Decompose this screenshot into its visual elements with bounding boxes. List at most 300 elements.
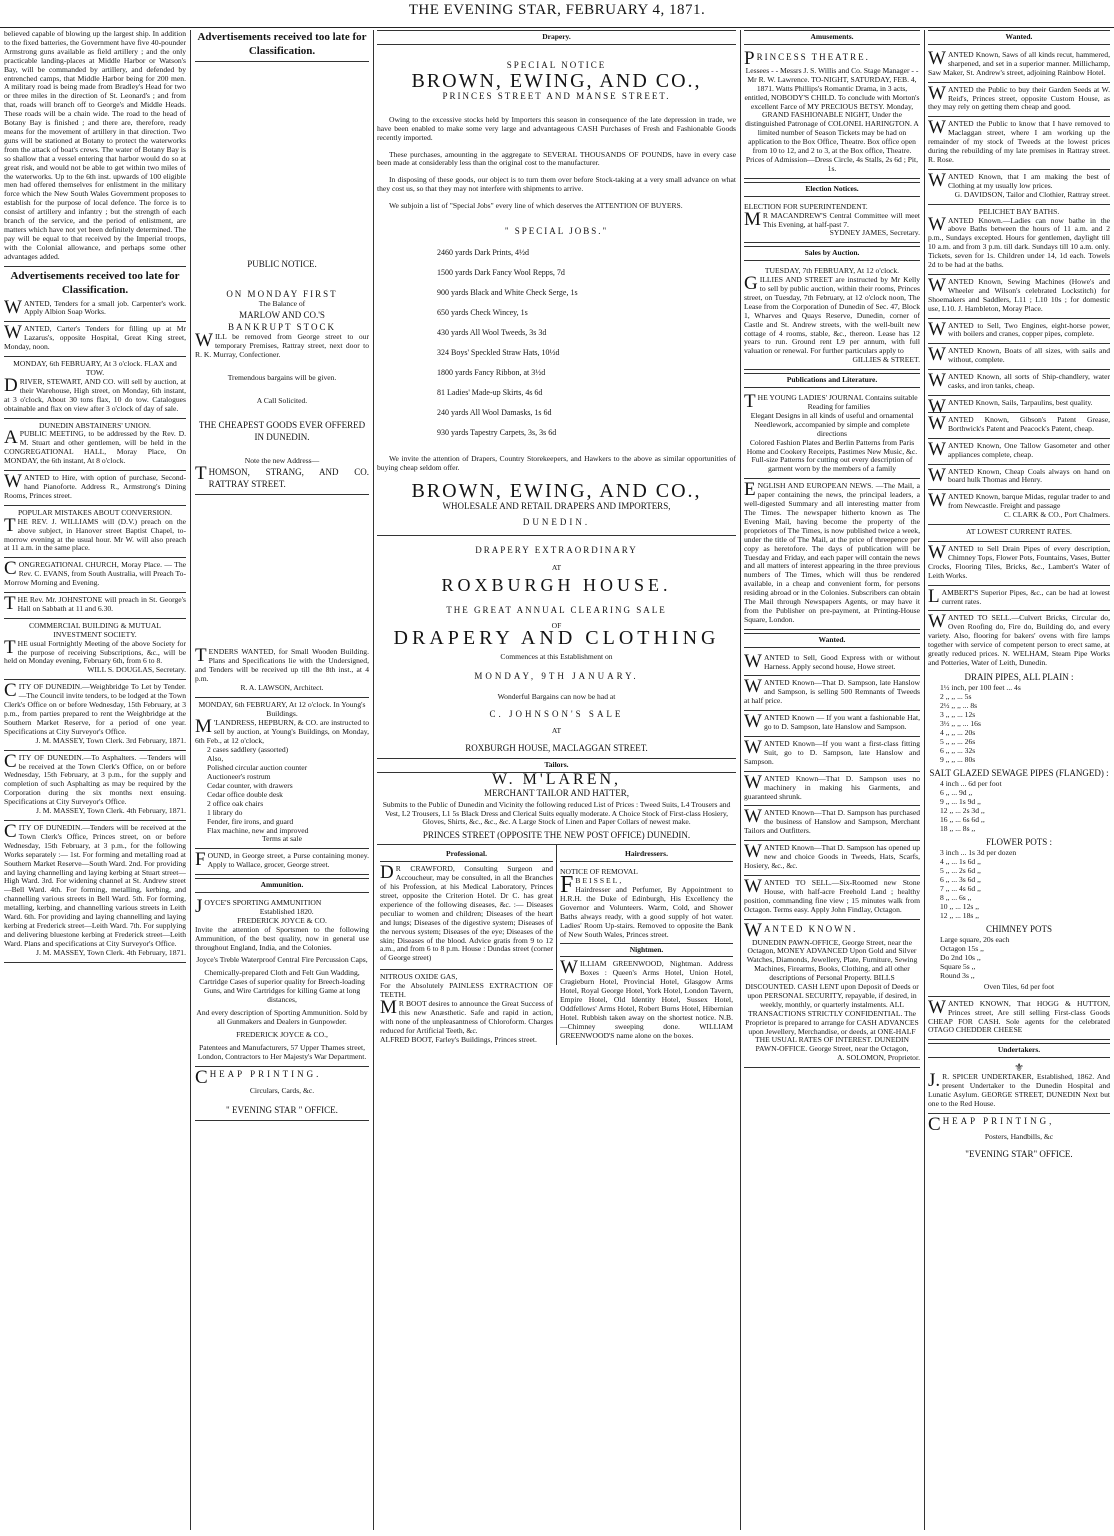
ad-text [744,711,920,733]
blank-space [195,65,369,255]
section-header: Advertisements received too late for Classification. [4,266,186,297]
ad-signature: A. SOLOMON, Proprietor. [837,1053,920,1063]
ad-text [4,558,186,588]
section-header: Election Notices. [744,182,920,197]
drop-cap: W [928,274,946,296]
culvert-ad [928,611,1110,996]
ad-body: ANTED the Public to buy their Garden Seeds at W. Reid's, Princes street, opposite Custom House, as they may rely on getting them cheap and good. [928,84,1110,112]
ad-body: ANTED to Sell, Two Engines, eight-horse power, with boilers and cranes, copper pipes, complete. [947,320,1110,339]
price-row: Large square, 20s each [940,934,1010,944]
ad-line: A Call Solicited. [256,395,308,405]
job-item: 240 yards All Wool Damasks, 1s 6d [437,408,552,418]
election-ad [744,200,920,244]
journal-item: Elegant Designs in all kinds of useful and ornamental Needlework, accompanied by simple and complete directions [750,410,914,438]
section-header: Sales by Auction. [744,246,920,261]
ad-name: BEISSEL, [575,876,624,886]
auction-item: 2 office oak chairs [207,799,264,809]
price-row: 18 ,, ... 8s ,, [940,823,976,833]
ad-line: ON MONDAY FIRST [226,289,338,299]
drop-cap: W [4,296,22,318]
ad-line: And every description of Sporting Ammunition. Sold by all Gunmakers and Dealers in Gunpowder. [196,1008,368,1026]
auction-item: Flax machine, new and improved [207,826,309,836]
tenders-ad [195,645,369,698]
price-list [928,935,1110,980]
ad-line: Established 1820. [259,906,314,916]
drop-cap: W [195,329,213,351]
ad-text [744,806,920,836]
ad-body: ANTED TO SELL.—Six-Roomed new Stone House, with half-acre Freehold Land ; healthy position, commanding fine view ; 15 minutes walk from Octagon. Terms easy. Apply John Findlay, Octagon. [744,877,920,914]
price-row: 4 ,, ... 1s 6d ,, [940,856,981,866]
classified-ad [4,619,186,680]
ad-line: PRINCES STREET (OPPOSITE THE NEW POST OFFICE) DUNEDIN. [422,830,691,841]
job-item: 1500 yards Dark Fancy Wool Repps, 7d [437,268,565,278]
drop-cap: C [4,750,17,772]
drop-cap: P [744,47,755,69]
ad-body: ANTED Known, Sewing Machines (Howe's and Wheeler and Wilson's celebrated Lockstitch) for Shoemakers and Saddlers, L11 ; L10 10s ; for domestic use, L10. J. Hambleton, Moray Place. [928,276,1110,313]
auction-item: 2 cases saddlery (assorted) [207,745,289,755]
ad-body: ITY OF DUNEDIN.—To Asphalters. —Tenders will be received at the Town Clerk's Office, on or before Wednesday, 15th February, at 3 p.m., for the supply and completion of such Asphalting as may be required by the Corporation during the six months next ensuing. Specifications at City Surveyor's Office. [4,752,186,807]
ad-body: ILLIAM GREENWOOD, Nightman. Address Boxes : Queen's Arms Hotel, Union Hotel, Cragieburn Hotel, Provincial Hotel, Glasgow Arms Hotel, Royal George Hotel, York Hotel, London Tavern, Empire Hotel, Old Identity Hotel, Sussex Hotel, Oddfellows' Arms Hotel, Robert Burns Hotel, Hibernian Hotel. Rubbish taken away on the shortest notice. N.B.—Chimney sweeping done. WILLIAM GREENWOOD'S name alone on the boxes. [560,959,733,1040]
ad-body: ANTED to Sell, Good Express with or without Harness. Apply second house, Howe street. [763,652,920,671]
ad-signature: C. CLARK & CO., Port Chalmers. [1003,510,1110,520]
ad-text [928,370,1110,392]
ad-line: Commences at this Establishment on [500,652,613,662]
section-header: Nightmen. [560,943,733,958]
ad-heading: POPULAR MISTAKES ABOUT CONVERSION. [17,507,173,517]
roxburgh-ad [377,535,736,754]
ad-signature: J. M. MASSEY, Town Clerk. 4th February, 1871. [36,806,186,816]
ad-text [928,274,1110,314]
ad-heading: DUNEDIN ABSTAINERS' UNION. [39,420,151,430]
ad-text [744,771,920,802]
classified-ad [928,117,1110,170]
drop-cap: W [744,875,762,897]
ad-signature: SYDNEY JAMES, Secretary. [829,228,920,238]
ad-body: ITY OF DUNEDIN.—Weighbridge To Let by Tender.—The Council invite tenders, to be lodged at the Town Clerk's Office on or before Wednesday, 15th February, at 3 p.m., from parties prepared to rent the Weighbridge at the Southern Market Reserve, for a period of one year. Specifications at City Surveyor's Office. [4,682,186,736]
column-1 [4,30,186,1530]
price-row: 5 ,, ... 2s 6d ,, [940,865,981,875]
price-row: 6 ,, ,, ... 32s [940,745,976,755]
classified-ad [928,275,1110,319]
ad-title: HEAP PRINTING. [209,1068,322,1079]
rates-title: AT LOWEST CURRENT RATES. [928,525,1110,542]
classified-ad [4,680,186,750]
ad-body: ANTED Known—That D. Sampson, late Hanslow and Sampson, is selling 500 Remnants of Tweeds at half price. [744,678,920,706]
classified-ad [928,396,1110,417]
ad-when: TUESDAY, 7th FEBRUARY, At 12 o'clock. [764,266,900,276]
ad-text [744,841,920,871]
ad-text [928,82,1110,113]
ad-body: ANTED Known, Sails, Tarpaulins, best quality. [947,398,1093,407]
ad-heading: COMMERCIAL BUILDING & MUTUAL INVESTMENT SOCIETY. [29,620,161,639]
ad-text [4,750,186,807]
classified-ad [4,357,186,418]
classified-ad [928,344,1110,370]
ad-text [928,396,1110,417]
ad-title: HEAP PRINTING, [942,1115,1055,1126]
section-header: Ammunition. [195,878,369,893]
ad-body: ANTED Known — If you want a fashionable Hat, go to D. Sampson, late Hanslow and Sampson. [763,713,920,732]
ad-text [928,169,1110,191]
ad-title: RINCESS THEATRE. [756,51,870,62]
drop-cap: A [4,427,18,449]
classified-ad [4,821,186,963]
ad-text [4,427,186,466]
classified-ad [928,490,1110,525]
drop-cap: W [744,806,762,828]
column-3-drapery [377,30,736,1530]
ad-text [928,438,1110,460]
auction-item: 1 library do [207,808,243,818]
ad-line: MARLOW AND CO.'S [239,309,325,320]
classified-ad [4,506,186,559]
classified-ad [928,170,1110,205]
drop-cap: C [4,820,17,842]
paragraph: Owing to the excessive stocks held by Importers this season in consequence of the late depression in trade, we have been enabled to make some very large and advantageous CASH Purchases of Fresh and Fashionable Goods recently imported. [377,114,736,142]
ad-title: ELECTION FOR SUPERINTENDENT. [744,201,868,211]
classified-ad [4,751,186,821]
auction-item: Cedar counter, with drawers [207,781,293,791]
drop-cap: W [744,711,762,733]
ad-line: MERCHANT TAILOR AND HATTER, [484,787,629,798]
classified-ad [744,876,920,920]
theatre-ad [744,48,920,179]
ad-title: W. M'LAREN, [491,770,622,788]
ad-text [4,296,186,318]
drop-cap: G [744,273,758,295]
lambert-ad [928,586,1110,612]
paragraph: These purchases, amounting in the aggregate to SEVERAL THOUSANDS OF POUNDS, have in every case been made at considerably less than the original cost to the manufacturer. [377,149,736,168]
ad-body: ANTED Known—That D. Sampson uses no machinery in making his Garments, and guaranteed shrunk. [744,773,920,801]
drop-cap: C [928,1113,941,1135]
ad-body: 'LANDRESS, HEPBURN, & CO. are instructed to sell by auction, at Young's Buildings, on Monday, 6th Feb., at 12 o'clock, [195,717,369,745]
job-item: 930 yards Tapestry Carpets, 3s, 3s 6d [437,428,557,438]
price-row: 3 inch ... 1s 3d per dozen [940,847,1017,857]
ad-title: HE YOUNG LADIES' JOURNAL Contains suitable [757,393,918,403]
journal-item: Home and Cookery Receipts, Pastimes New Music, &c. [746,446,918,456]
ad-body: R BOOT desires to announce the Great Success of this new Anæsthetic. Safe and rapid in action, with none of the unpleasantness of Chloroform. Charges reduced for Artificial Teeth, &c. [380,998,553,1035]
undertaker-ad [928,1061,1110,1114]
drop-cap: F [560,872,574,899]
classified-ad [744,772,920,807]
ad-heading: MONDAY, 6th FEBRUARY, At 3 o'clock. FLAX and TOW. [13,359,177,377]
printing-ad [195,1067,369,1122]
ad-text [928,344,1110,366]
ad-body: ANTED KNOWN, That HOGG & HUTTON, Princes street, Are still selling First-class Goods CHEAP FOR CASH. Sole agents for the celebrated OTAGO CHEDDER CHEESE [928,998,1110,1035]
ad-body: R. SPICER UNDERTAKER, Established, 1862. And present Undertaker to the Dunedin Hospital and Lunatic Asylum. GEORGE STREET, DUNEDIN Next but one to the Red House. [928,1072,1110,1108]
price-row: 5 ,, ,, ... 26s [940,736,976,746]
special-notice: SPECIAL NOTICE [506,59,607,70]
ad-body: Submits to the Public of Dunedin and Vicinity the following reduced List of Prices : Tweed Suits, L4 Trousers and Vest, L2 Trousers, L1 5s Black Dress and Clerical Suits equally moderate. A Choice Stock of First-class Hosiery, Gloves, Shirts, &c., &c., &c. A Large Stock of Linen and Paper Collars of newest make. [382,799,731,827]
drop-cap: W [928,396,946,417]
ad-line: Circulars, Cards, &c. [249,1086,315,1096]
ad-text [4,820,186,949]
firm-name: BROWN, EWING, AND CO., [411,479,702,502]
small-ads-row [377,844,736,1044]
paragraph: We subjoin a list of "Special Jobs" every line of which deserves the ATTENTION OF BUYERS. [389,201,683,211]
ad-text [4,593,186,615]
job-item: 324 Boys' Speckled Straw Hats, 10½d [437,348,560,358]
ad-line: DRAPERY AND CLOTHING [393,627,720,650]
price-row: Round 3s ,, [940,970,975,980]
classified-list [4,297,186,963]
wanted-list [744,651,920,920]
price-row: 9 ,, ,, ... 80s [940,754,976,764]
ad-body: ANTED Known, Saws of all kinds recut, hammered, sharpened, and set in a superior manner. Millichamp, Saw Maker, St. Andrew's street, adjoining Rainbow Hotel. [928,49,1110,77]
price-row: Octagon 15s ,, [940,943,984,953]
ad-text [744,676,920,706]
journal-item: Colored Fashion Plates and Berlin Patterns from Paris [749,437,915,447]
ad-text [744,737,920,767]
ad-line: OF [551,620,562,630]
job-item: 1800 yards Fancy Ribbon, at 3½d [437,368,546,378]
ad-line: BANKRUPT STOCK [228,321,336,332]
ad-line: For the Absolutely PAINLESS EXTRACTION OF TEETH. [380,981,553,1000]
column-divider [190,30,191,1530]
column-5 [928,30,1110,1530]
ad-body: ANTED Known, barque Midas, regular trader to and from Newcastle. Freight and passage [947,492,1110,511]
ad-body: Invite the attention of Sportsmen to the following Ammunition, of the best quality, now in general use throughout England, India, and the Colonies. [195,924,369,952]
drop-cap: W [928,47,946,69]
price-list-title: SALT GLAZED SEWAGE PIPES (FLANGED) : [929,767,1109,778]
hogg-hutton-ad [928,997,1110,1041]
price-row: 4 inch ... 6d per foot [940,778,1002,788]
job-item: 430 yards All Wool Tweeds, 3s 3d [437,328,547,338]
drop-cap: J [195,896,203,918]
column-2 [195,30,369,1530]
classified-ad [928,439,1110,465]
price-row: 10 ,, ... 12s ,, [940,901,980,911]
classified-ad [744,676,920,711]
ad-body: ILLIES AND STREET are instructed by Mr Kelly to sell by public auction, within their rooms, Princes street, on Tuesday, 7th February, at 12 o'clock noon, The Lease from the Corporation of Dunedin of Sec. 47, Block 1, Wharves and Quays Reserve, Dunedin, corner of Castle and St. Andrew streets, with the well-built new cottage of 4 rooms, stable, &c., thereon. Lease has 12 years to run. Ground rent L9 per annum, with full valuation or renewal. For further particulars apply to [744,275,920,356]
price-row: 3 ,, ,, ... 12s [940,709,976,719]
hairdressers-column [556,845,736,1044]
ad-body: ILL be removed from George street to our temporary Premises, Rattray street, next door to R. K. Murray, Confectioner. [195,331,369,359]
price-row: 12 ,, ... 2s 3d ,, [940,805,985,815]
ad-text [4,322,186,352]
professional-column [377,845,556,1044]
column-4 [744,30,920,1530]
drop-cap: D [4,374,18,396]
drop-cap: W [744,841,762,863]
ad-body: ANTED TO SELL.—Culvert Bricks, Circular do, Oven Roofing do, Fire do, Building do, and every variety. Also, flooring for bakers' ovens with fire lamps together with service of competent person to erect same, at greatly reduced prices. N. WELHAM, Steam Pipe Works and Potteries, Water of Leith, Dunedin. [928,613,1110,667]
ad-line: Joyce's Treble Waterproof Central Fire Percussion Caps, [196,955,368,965]
price-row: 8 ,, ... 6s ,, [940,892,972,902]
ad-body: OUND, in George street, a Purse containing money. Apply to Wallace, grocer, George street. [207,851,369,870]
drop-cap: W [928,344,946,366]
ad-body: HE Rev. Mr. JOHNSTONE will preach in St. George's Hall on Sabbath at 11 and 6.30. [17,595,186,613]
section-header: Professional. [380,848,553,862]
ad-text [4,680,186,736]
classified-ad [928,465,1110,491]
crest-icon: ⚜ [1014,1062,1024,1075]
drop-cap: W [744,771,762,793]
ad-body: DUNEDIN PAWN-OFFICE, George Street, near the Octagon, MONEY ADVANCED Upon Gold and Silver Watches, Diamonds, Jewellery, Plate, Furniture, Sewing Machines, Firearms, Books, Clothing, and all other descriptions of Personal Property. BILLS DISCOUNTED. CASH LENT upon Deposit of Deeds or upon PERSONAL SECURITY, repayable, if desired, in weekly, monthly, or quarterly instalments. ALL TRANSACTIONS STRICTLY CONFIDENTIAL. The Proprietor is prepared to arrange for CASH ADVANCES upon Jewellery, Merchandise, or deeds, at ONE-HALF THE USUAL RATES OF INTEREST. DUNEDIN PAWN-OFFICE. George Street, near the Octagon, [745,937,919,1054]
classified-ad [744,711,920,737]
drop-cap: T [4,636,16,658]
drop-cap: W [4,471,22,493]
ad-text [4,374,186,414]
drop-cap: W [928,412,946,434]
ad-line: MONDAY, 9TH JANUARY. [474,671,639,682]
journal-items [744,403,920,474]
drop-cap: W [928,117,946,139]
drop-cap: E [744,479,756,501]
auction-item: Fender, fire irons, and guard [207,817,294,827]
printing-ad [928,1113,1110,1160]
classified-ad [744,806,920,841]
drain-pipes-ad [928,542,1110,586]
ad-line: FREDERICK JOYCE & CO. [237,915,327,925]
section-header: Undertakers. [928,1043,1110,1058]
section-header: Wanted. [744,633,920,648]
price-row: 7 ,, ... 4s 6d ,, [940,883,981,893]
section-header: Amusements. [744,30,920,45]
mail-ad [744,479,920,630]
classified-ad [4,419,186,472]
ad-heading: PELICHET BAY BATHS. [978,206,1060,216]
drop-cap: W [744,737,762,758]
journal-ad [744,391,920,479]
ad-body: R CRAWFORD, Consulting Surgeon and Accoucheur, may be consulted, in all the Branches of his Profession, at his Medical Laboratory, Princes street, opposite the Criterion Hotel. Dr C. has great experience of the following diseases, &c. :— Diseases peculiar to women and children; Diseases of the heart and lungs; Diseases of the digestive system; Diseases of the nervous system; Diseases of the eye; Diseases of the skin; Diseases of the blood. Advice gratis from 9 to 12 a.m., and from 6 to 8 p.m. House : Dundas street (corner of George street) [380,864,553,963]
ad-text [928,412,1110,434]
section-header: Publications and Literature. [744,373,920,388]
classified-ad [4,471,186,506]
ad-body: PUBLIC MEETING, to be addressed by the Rev. D. M. Stuart and other gentlemen, will be held in the CONGREGATIONAL HALL, Moray Place, On MONDAY, the 6th instant, At 8 o'clock. [4,429,186,466]
drop-cap: T [744,391,756,413]
drop-cap: W [744,650,762,672]
drop-cap: D [380,862,394,884]
ad-signature: ALFRED BOOT, Farley's Buildings, Princes street. [380,1034,537,1044]
ad-signature: J. M. MASSEY, Town Clerk. 3rd February, 1871. [35,735,186,745]
drop-cap: W [928,996,946,1018]
classified-ad [928,83,1110,118]
price-row: 2½ ,, ,, ... 8s [940,700,978,710]
ad-body: HE usual Fortnightly Meeting of the above Society for the purpose of receiving Subscriptions, &c., will be held on Monday evening, February 6th, from 6 to 8. [4,638,186,666]
ad-body: ITY OF DUNEDIN.—Tenders will be received at the Town Clerk's Office, Princes street, on or before Wednesday, 15th February, at 3 p.m., for the following Works separately :— 1st. For forming and metalling road at Southern Market Reserve—South Ward. 2nd. For providing and laying channelling and laying kerbing at Stuart street—High Ward. 3rd. For widening channel at St. Andrew street—Bell Ward. 4th. For forming, metalling, kerbing, and channelling various streets in Bell Ward. 5th. For forming, metalling, kerbing, and channelling various streets in Leith Ward. 6th. For providing and laying channelling and laying kerbing at Frederick street—Leith Ward. 7th. For supplying and delivering bluestone kerbing at Frederick street—Leith Ward. Plans and specifications at City Surveyor's Office. [4,822,186,948]
classified-ad [744,651,920,677]
journal-item: Reading for families [807,402,871,411]
ad-line: Wonderful Bargains can now be had at [497,692,616,702]
ad-text [928,490,1110,512]
drop-cap: W [928,464,946,486]
firm-name: BROWN, EWING, AND CO., [411,69,702,92]
drop-cap: W [928,169,946,191]
drop-cap: W [928,370,946,392]
job-item: 900 yards Black and White Check Serge, 1s [437,288,578,298]
drop-cap: W [928,490,946,512]
ad-line: Oven Tiles, 6d per foot [983,981,1055,991]
ad-body: ANTED, Carter's Tenders for filling up at Mr Lazarus's, opposite Hospital, Great King street, Monday, noon. [4,324,186,352]
price-row: 12 ,, ... 18s ,, [940,910,980,920]
drop-cap: W [928,438,946,460]
price-row: 1½ inch, per 100 feet ... 4s [940,682,1021,692]
auction-item: Also, [207,754,224,764]
paragraph: In disposing of these goods, our object is to turn them over before Stock-taking at a very small advance on what they cost us, so that they may not interfere with shipments to arrive. [377,175,736,194]
ad-line: FREDERICK JOYCE & CO., [236,1029,328,1039]
ad-line: Chemically-prepared Cloth and Felt Gun Wadding, Cartridge Cases of superior quality for Breech-loading Guns, and Wire Cartridges for killing Game at long distances, [199,968,365,1005]
price-list [928,779,1110,833]
section-header: Wanted. [928,30,1110,45]
journal-item: Full-size Patterns for cutting out every description of garment worn by the members of a family [751,455,913,474]
wanted-list [928,48,1110,525]
classified-ad [4,322,186,357]
jobs-list [377,243,736,443]
ad-body: ANTED Known, Cheap Coals always on hand on board hulk Thomas and Henry. [947,466,1110,485]
ad-body: ANTED Known—That D. Sampson has purchased the business of Hanslow and Sampson, Merchant Tailors and Outfitters. [744,808,920,836]
drop-cap: T [4,593,16,615]
ad-text [744,875,920,915]
ad-line: Tremendous bargains will be given. [227,372,337,382]
classified-ad [928,413,1110,439]
ad-body: ONGREGATIONAL CHURCH, Moray Place. — The Rev. C. EVANS, from South Australia, will Preach To-Morrow Morning and Evening. [4,560,186,588]
ad-line: Patentees and Manufacturers, 57 Upper Thames street, London, Contractors to Her Majesty's War Department. [197,1042,367,1061]
ad-text [928,47,1110,78]
price-list-title: FLOWER POTS : [985,836,1052,847]
ad-body: ANTED Known, Boats of all sizes, with sails and without, complete. [947,346,1110,365]
price-row: 2 ,, ,, ... 5s [940,691,972,701]
ad-title: NITROUS OXIDE GAS, [380,969,553,982]
classified-ad [4,297,186,323]
auction-items [195,745,369,835]
paragraph: We invite the attention of Drapers, Country Storekeepers, and Hawkers to the above as similar opportunities of buying cheap seldom offer. [377,454,736,472]
ad-body: ANTED the Public to know that I have removed to Maclaggan street, where I am working up the remainder of my stock of Tweeds at the lowest prices during the rebuilding of my late premises in Rattray street. R. Rose. [928,119,1110,164]
drop-cap: M [744,208,761,230]
drop-cap: W [928,213,946,235]
section-header: Tailors. [377,758,736,773]
ad-body: AMBERT'S Superior Pipes, &c., can be had at lowest current rates. [941,587,1110,606]
classified-ad [744,737,920,772]
classified-ad [928,48,1110,83]
ad-line: Note the new Address— [244,456,320,466]
ad-signature: J. M. MASSEY, Town Clerk. 4th February, 1871. [36,947,186,957]
ad-body: R MACANDREW'S Central Committee will meet This Evening, at half-past 7. [762,210,920,229]
auction-item: Polished circular auction counter [207,763,308,773]
drop-cap: F [195,849,206,871]
auction-ad [195,698,369,849]
drop-cap: W [744,919,762,941]
section-header: Drapery. [377,30,736,45]
section-header: Hairdressers. [560,848,733,862]
news-article: believed capable of blowing up the largest ship. In addition to the fixed batteries, the Government have five 40-pounder Armstrong guns available as field artillery ; and the only practicable landing-places at Middle Harbor or Watson's Bay, will be commanded by artillery, and defended by entrenched camps, that Middle Harbor being for 200 men. A military road is being made from Bradley's Head for two or three miles in the direction of St. Leonard's ; and from that, roads will branch off to George's and Middle Heads. These roads will be a chain wide. The road to the head of Botany Bay is finished ; and there are, therefore, ready means for the movement of artillery in that direction. Two guns will be stationed at Botany to protect the waterworks from the attack of boat's crews. The water of Botany Bay is so shallow that a vessel entering that harbor would do so at great risk, and would not be able to get within two miles of the waterworks. Up to the 6th inst. upwards of 100 eligible men had offered themselves for enlistment in the military force which the New South Wales Government proposes to establish for the purpose of local defence. The force is to consist of artillery and infantry ; but the strength of each branch of the service, and the period of enlistment, are matters which have not yet been definitely determined. The pay will be equal to that received by the Imperial troops, with the Colonial allowance, and perhaps some other advantages added. [4,30,186,261]
ad-line: AT [551,725,562,735]
classified-ad [4,593,186,619]
ad-text [928,464,1110,486]
ammunition-ad [195,896,369,1067]
drop-cap: C [4,680,17,702]
drop-cap: W [560,957,578,979]
ad-text [4,636,186,667]
ad-body: ANTED Known, One Tallow Gasometer and other appliances complete, cheap. [947,440,1110,459]
ad-body: ANTED Known, that I am making the best of Clothing at my usually low prices. [947,171,1110,190]
ad-body: ENDERS WANTED, for Small Wooden Building. Plans and Specifications lie with the Undersigned, and Tenders will be received up till the 8th inst., at 4 p.m. [195,647,369,684]
price-row: 6 ,, ... 3s 6d ,, [940,874,981,884]
ad-signature: GILLIES & STREET. [852,355,920,365]
drop-cap: C [4,558,17,580]
drop-cap: W [744,676,762,698]
ad-line: "EVENING STAR" OFFICE. [965,1148,1073,1159]
ad-line: C. JOHNSON'S SALE [489,709,624,720]
column-divider [924,30,925,1530]
price-row: 9 ,, ... 1s 9d ,, [940,796,981,806]
ad-address: HOMSON, STRANG, AND CO. RATTRAY STREET. [208,467,369,490]
ad-body: ANTED to Sell Drain Pipes of every description, Chimney Tops, Flower Pots, Fountains, Vases, Butter Crocks, Flooring Tiles, Bricks, &c., Lambert's Water of Leith Works. [928,543,1110,580]
price-list-title: CHIMNEY POTS [986,923,1052,934]
price-list [928,848,1110,920]
ad-title: OYCE'S SPORTING AMMUNITION [204,898,322,908]
ad-body: ANTED Known, all sorts of Ship-chandlery, water casks, and iron tanks, cheap. [947,372,1110,391]
drop-cap: T [195,463,207,485]
